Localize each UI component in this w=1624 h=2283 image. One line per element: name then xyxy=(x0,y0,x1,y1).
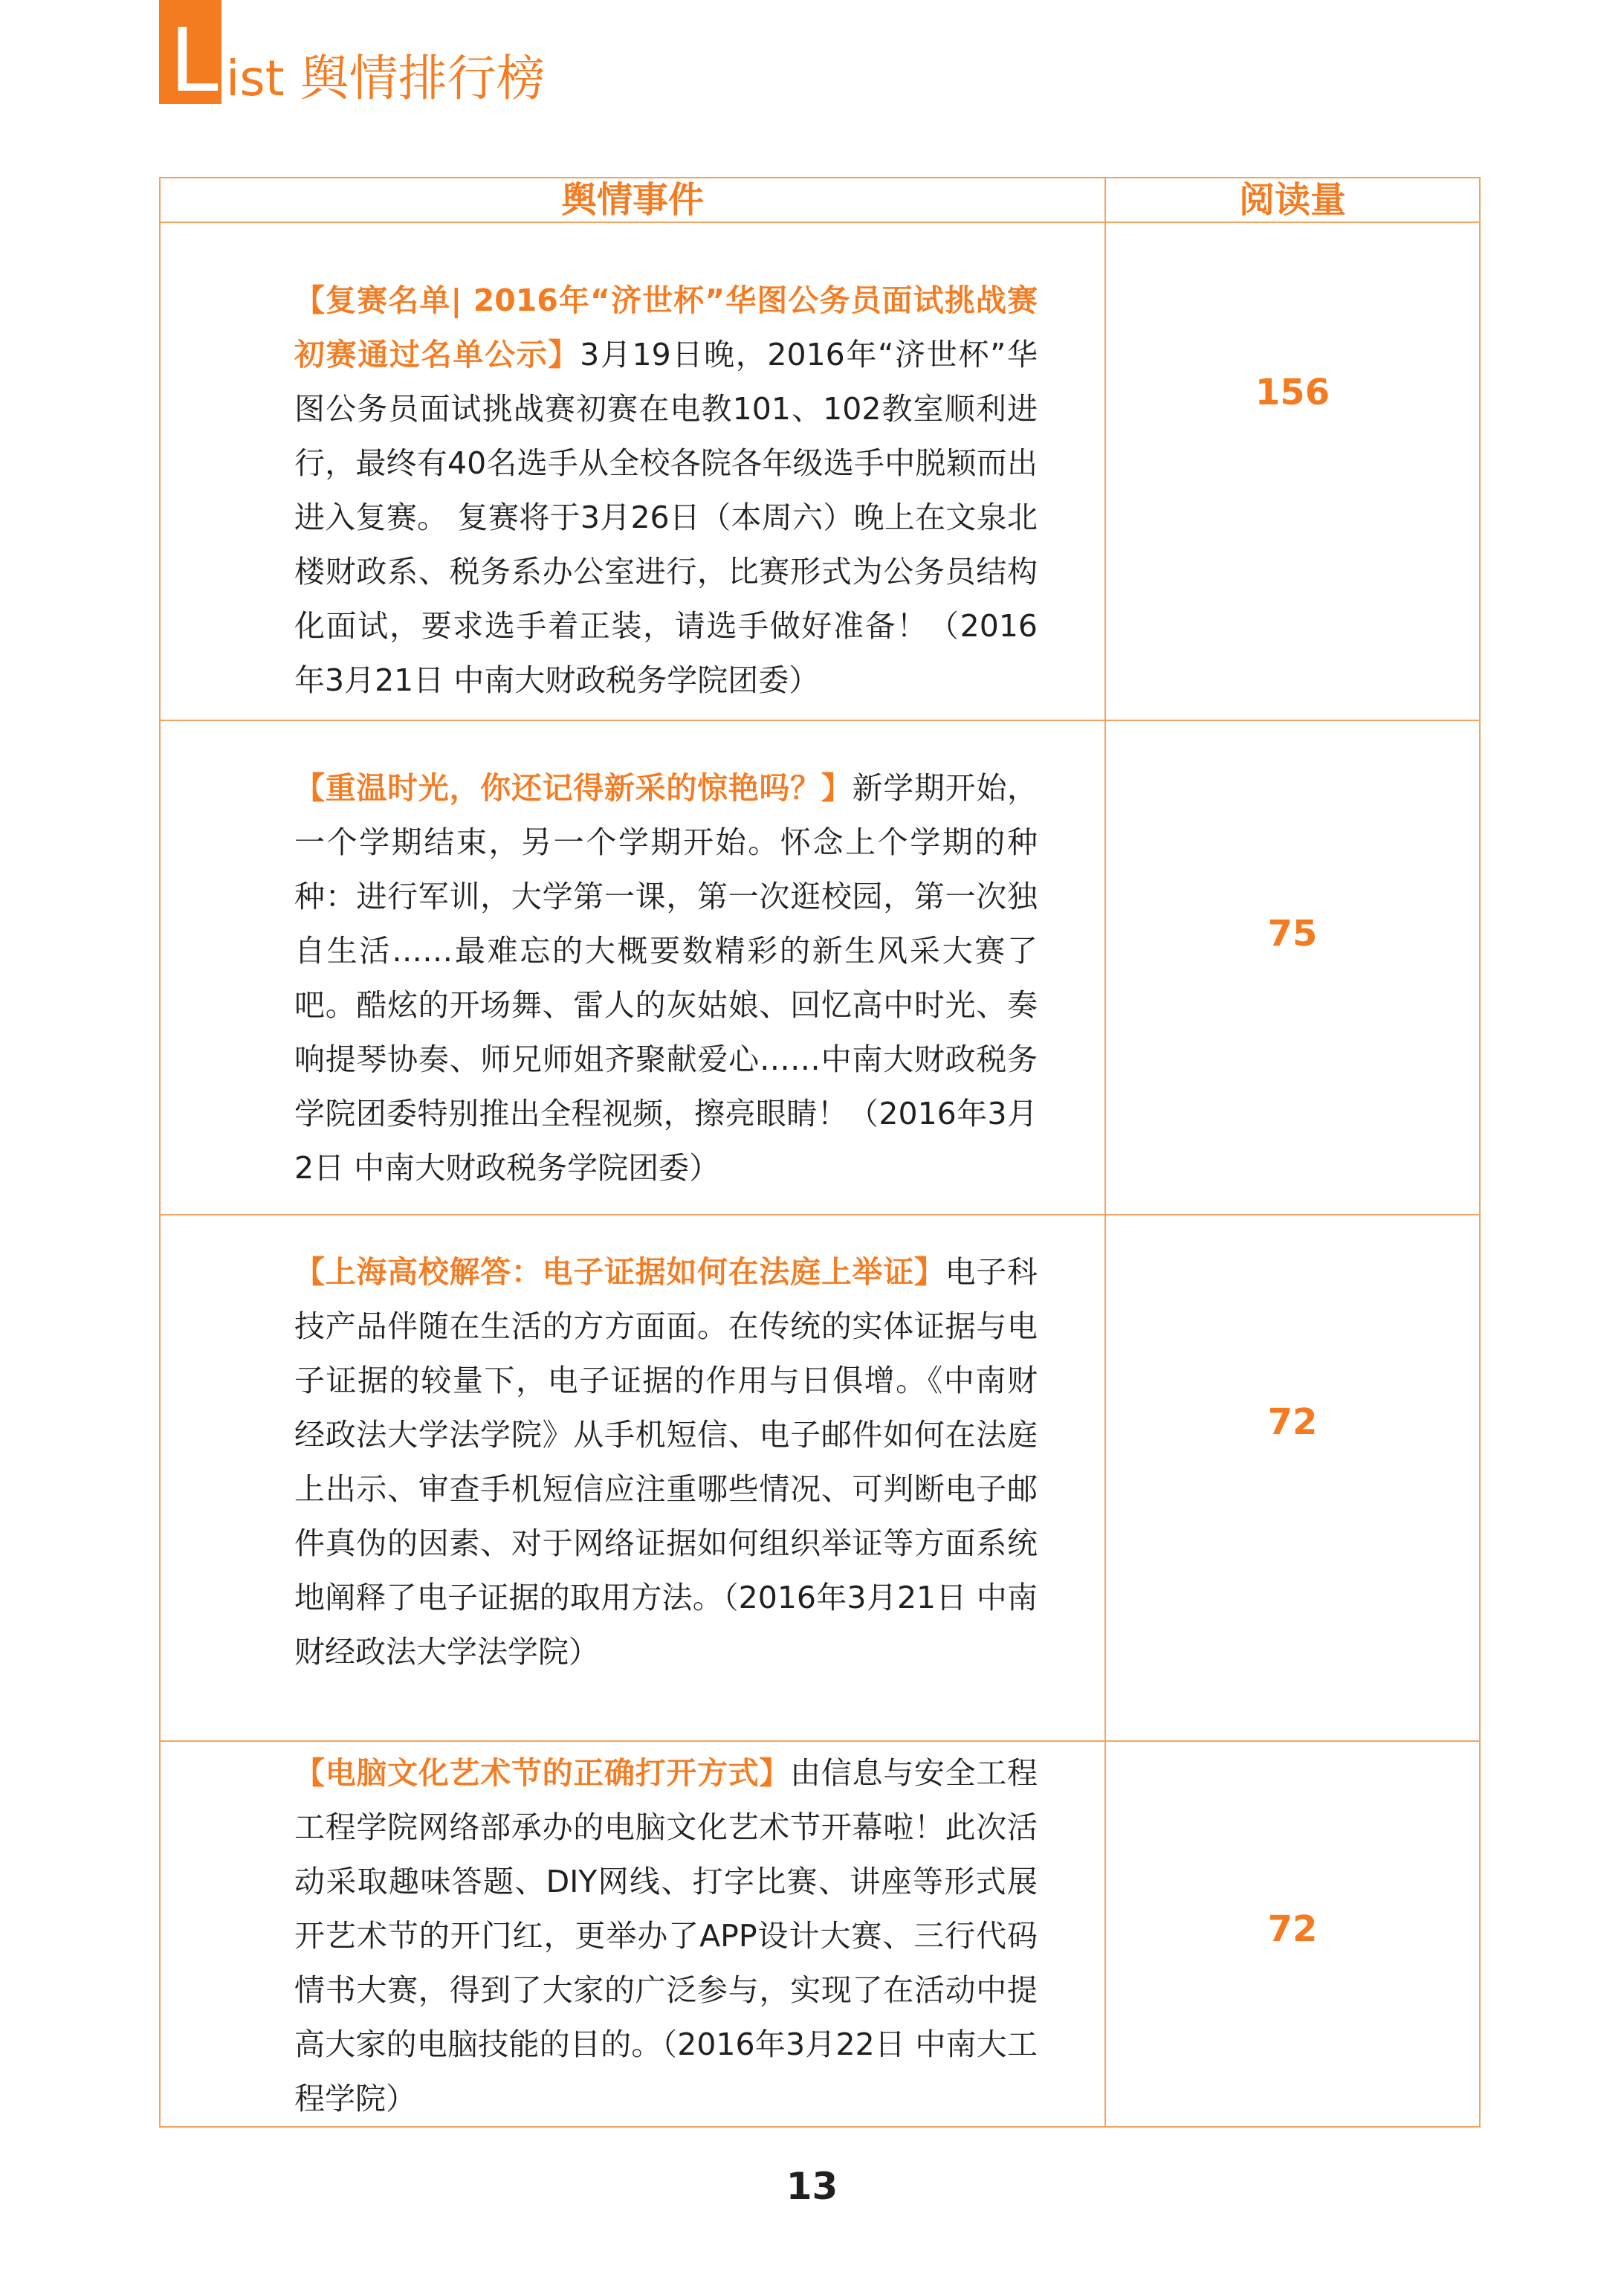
event-cell xyxy=(160,222,1105,720)
event-text xyxy=(294,721,1038,1195)
event-title: 【复赛名单| 2016年“济世杯”华图公务员面试挑战赛初赛通过名单公示】 xyxy=(294,282,1038,372)
event-text xyxy=(294,223,1038,708)
table-row xyxy=(160,222,1480,720)
reads-cell xyxy=(1105,1741,1480,2127)
page-header xyxy=(159,0,1051,112)
event-title: 【上海高校解答：电子证据如何在法庭上举证】 xyxy=(294,1254,945,1290)
column-header-event: 舆情事件 xyxy=(160,178,1105,222)
reads-count: 75 xyxy=(1267,913,1318,955)
reads-count: 72 xyxy=(1267,1401,1318,1443)
event-title: 【重温时光，你还记得新采的惊艳吗？】 xyxy=(294,770,853,806)
event-text xyxy=(294,1215,1038,1679)
event-text xyxy=(294,1742,1038,2126)
event-body: 电子科技产品伴随在生活的方方面面。在传统的实体证据与电子证据的较量下，电子证据的作用与日俱增。《中南财经政法大学法学院》从手机短信、电子邮件如何在法庭上出示、审查手机短信应注重哪些情况、可判断电子邮件真伪的因素、对于网络证据如何组织举证等方面系统地阐释了电子证据的取用方法。（2016年3月21日 中南财经政法大学法学院） xyxy=(294,1254,1038,1670)
reads-cell xyxy=(1105,222,1480,720)
ranking-table xyxy=(159,177,1481,2128)
reads-count: 72 xyxy=(1267,1908,1318,1950)
table-header-row xyxy=(160,178,1480,222)
reads-count: 156 xyxy=(1255,372,1330,413)
column-header-reads: 阅读量 xyxy=(1105,178,1480,222)
page-number: 13 xyxy=(786,2165,838,2208)
event-body: 3月19日晚，2016年“济世杯”华图公务员面试挑战赛初赛在电教101、102教室顺利进行，最终有40名选手从全校各院各年级选手中脱颖而出进入复赛。 复赛将于3月26日（本周六）晚上在文泉北楼财政系、税务系办公室进行，比赛形式为公务员结构化面试，要求选手着正装，请选手做好准备！（2016年3月21日 中南大财政税务学院团委） xyxy=(294,337,1038,698)
page-title: ist 舆情排行榜 xyxy=(226,50,546,107)
reads-cell xyxy=(1105,720,1480,1215)
event-body: 新学期开始，一个学期结束，另一个学期开始。怀念上个学期的种种：进行军训，大学第一课，第一次逛校园，第一次独自生活……最难忘的大概要数精彩的新生风采大赛了吧。酷炫的开场舞、雷人的灰姑娘、回忆高中时光、奏响提琴协奏、师兄师姐齐聚献爱心……中南大财政税务学院团委特别推出全程视频，擦亮眼睛！（2016年3月2日 中南大财政税务学院团委） xyxy=(294,770,1038,1186)
event-cell xyxy=(160,1741,1105,2127)
event-cell xyxy=(160,720,1105,1215)
event-cell xyxy=(160,1215,1105,1741)
logo-letter: L xyxy=(169,9,219,112)
event-title: 【电脑文化艺术节的正确打开方式】 xyxy=(294,1755,791,1791)
reads-cell xyxy=(1105,1215,1480,1741)
table-row xyxy=(160,1741,1480,2127)
logo-block xyxy=(159,0,221,112)
table-row xyxy=(160,1215,1480,1741)
event-body: 由信息与安全工程工程学院网络部承办的电脑文化艺术节开幕啦！此次活动采取趣味答题、DIY网线、打字比赛、讲座等形式展开艺术节的开门红，更举办了APP设计大赛、三行代码情书大赛，得到了大家的广泛参与，实现了在活动中提高大家的电脑技能的目的。（2016年3月22日 中南大工程学院） xyxy=(294,1755,1038,2116)
table-row xyxy=(160,720,1480,1215)
